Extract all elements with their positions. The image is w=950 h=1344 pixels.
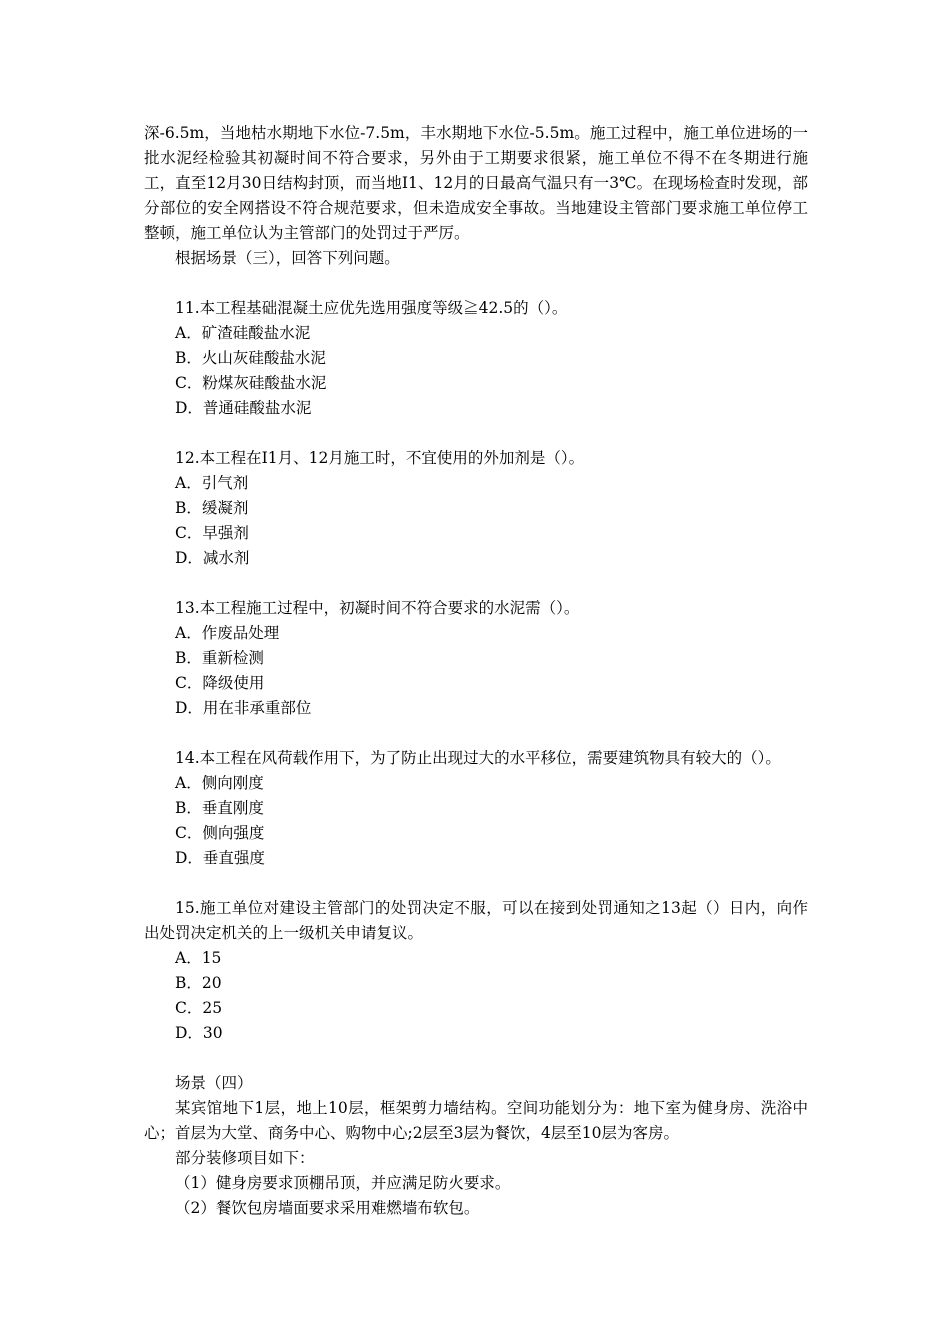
question-stem: 12.本工程在I1月、12月施工时，不宜使用的外加剂是（）。 [175, 449, 585, 467]
option-d: D．用在非承重部位 [175, 699, 312, 717]
option-c: C．粉煤灰硅酸盐水泥 [175, 374, 327, 392]
document-page [144, 121, 808, 1221]
option-d: D．减水剂 [175, 549, 250, 567]
option-a: A．侧向刚度 [175, 774, 264, 792]
option-b: B．20 [175, 974, 222, 992]
option-b: B．火山灰硅酸盐水泥 [175, 349, 326, 367]
option-b: B．垂直刚度 [175, 799, 264, 817]
question-14 [144, 746, 808, 871]
question-stem: 15.施工单位对建设主管部门的处罚决定不服，可以在接到处罚通知之13起（）日内，向作出处罚决定机关的上一级机关申请复议。 [144, 899, 808, 942]
question-15 [144, 896, 808, 1046]
question-11 [144, 296, 808, 421]
option-c: C．侧向强度 [175, 824, 265, 842]
spacer [144, 271, 808, 296]
option-a: A．矿渣硅酸盐水泥 [175, 324, 311, 342]
project-item: （1）健身房要求顶棚吊顶，并应满足防火要求。 [175, 1174, 511, 1192]
spacer [144, 871, 808, 896]
option-d: D．垂直强度 [175, 849, 265, 867]
scene-title: 场景（四） [175, 1074, 253, 1092]
option-a: A．引气剂 [175, 474, 249, 492]
question-12 [144, 446, 808, 571]
spacer [144, 1046, 808, 1071]
question-stem: 13.本工程施工过程中，初凝时间不符合要求的水泥需（）。 [175, 599, 580, 617]
scene-description: 某宾馆地下1层，地上10层，框架剪力墙结构。空间功能划分为：地下室为健身房、洗浴中心；首层为大堂、商务中心、购物中心;2层至3层为餐饮，4层至10层为客房。 [144, 1099, 808, 1142]
scene-4-section [144, 1071, 808, 1221]
spacer [144, 421, 808, 446]
intro-paragraph: 深-6.5m，当地枯水期地下水位-7.5m，丰水期地下水位-5.5m。施工过程中，施工单位进场的一批水泥经检验其初凝时间不符合要求，另外由于工期要求很紧，施工单位不得不在冬期进行施工，直至12月30日结构封顶，而当地I1、12月的日最高气温只有一3℃。在现场检查时发现，部分部位的安全网搭设不符合规范要求，但未造成安全事故。当地建设主管部门要求施工单位停工整顿，施工单位认为主管部门的处罚过于严厉。 [144, 124, 808, 242]
question-stem: 14.本工程在风荷载作用下，为了防止出现过大的水平移位，需要建筑物具有较大的（）。 [175, 749, 781, 767]
spacer [144, 571, 808, 596]
project-item: （2）餐饮包房墙面要求采用难燃墙布软包。 [175, 1199, 480, 1217]
projects-intro: 部分装修项目如下： [175, 1149, 315, 1167]
question-stem: 11.本工程基础混凝土应优先选用强度等级≧42.5的（）。 [175, 299, 568, 317]
spacer [144, 721, 808, 746]
instruction-text: 根据场景（三），回答下列问题。 [175, 249, 400, 267]
question-13 [144, 596, 808, 721]
option-c: C．25 [175, 999, 223, 1017]
option-d: D．30 [175, 1024, 223, 1042]
option-d: D．普通硅酸盐水泥 [175, 399, 312, 417]
option-c: C．降级使用 [175, 674, 265, 692]
option-a: A．15 [175, 949, 222, 967]
option-c: C．早强剂 [175, 524, 249, 542]
option-b: B．重新检测 [175, 649, 264, 667]
option-a: A．作废品处理 [175, 624, 280, 642]
option-b: B．缓凝剂 [175, 499, 249, 517]
